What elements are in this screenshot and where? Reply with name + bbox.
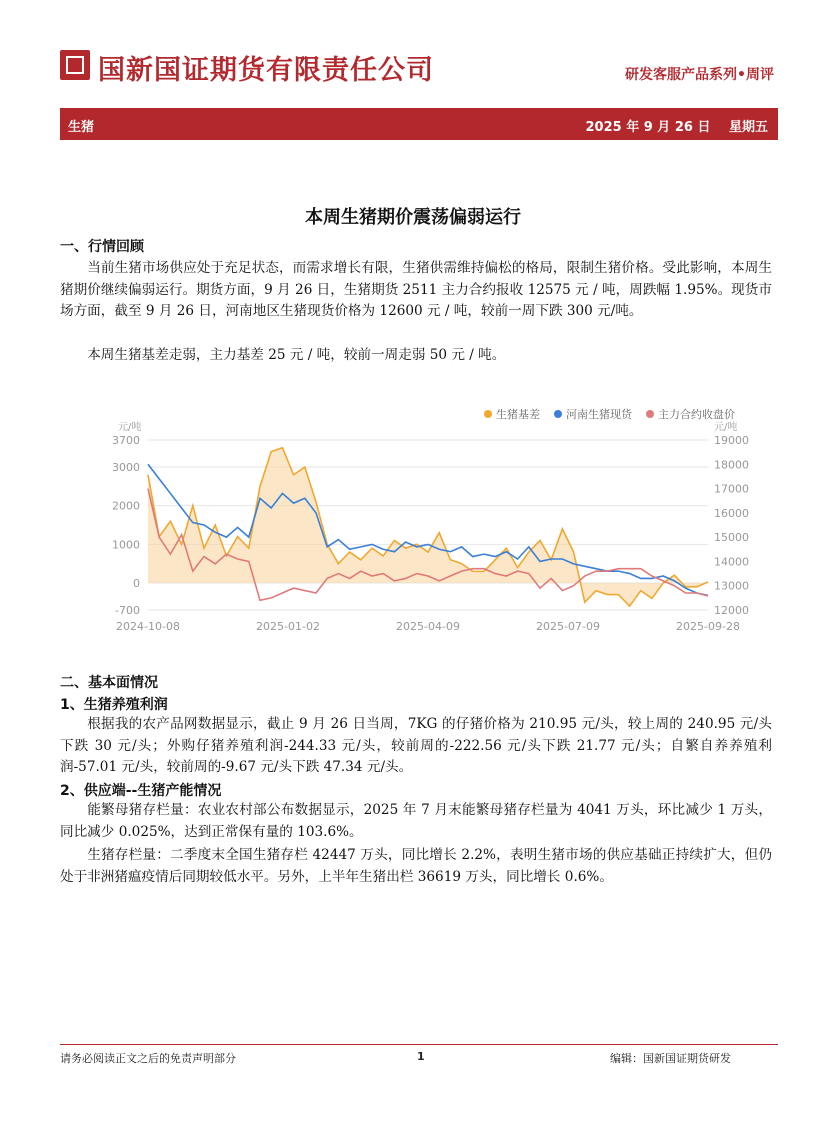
page-title: 本周生猪期价震荡偏弱运行 [305,207,521,228]
y-right-tick-5: 14000 [714,555,749,569]
legend-marker-0 [484,410,492,418]
y-left-tick-5: -700 [115,604,140,617]
y-right-tick-4: 15000 [714,531,749,545]
y-right-tick-6: 13000 [714,579,749,593]
y-left-tick-4: 0 [133,576,140,590]
x-tick-2: 2025-04-09 [396,620,460,633]
y-left-tick-1: 3000 [112,461,140,475]
footer-disclaimer: 请务必阅读正文之后的免责声明部分 [60,1052,236,1065]
subheading-profit: 1、生猪养殖利润 [60,697,168,713]
subheading-supply: 2、供应端--生猪产能情况 [60,783,222,799]
date-block [572,116,769,135]
header-bar [60,108,778,140]
category-label: 生猪 [68,120,95,135]
paragraph-sows: 能繁母猪存栏量：农业农村部公布数据显示，2025 年 7 月末能繁母猪存栏量为 4041 万头，环比减少 1 万头，同比减少 0.025%，达到正常保有量的 103.6%。 [60,802,772,840]
company-name: 国新国证期货有限责任公司 [98,55,434,86]
basis-price-chart [108,400,768,640]
footer-editor: 编辑：国新国证期货研发 [610,1052,731,1065]
legend-marker-2 [646,410,654,418]
company-logo [60,50,90,80]
y-right-tick-1: 18000 [714,458,749,472]
legend-marker-1 [554,410,562,418]
x-tick-3: 2025-07-09 [536,620,600,633]
y-right-tick-0: 19000 [714,434,749,447]
y-left-tick-0: 3700 [112,434,140,447]
y-right-tick-7: 12000 [714,604,749,617]
x-tick-4: 2025-09-28 [676,620,740,633]
section-heading-review: 一、行情回顾 [60,239,144,255]
y-left-label: 元/吨 [118,422,142,433]
paragraph-profit: 根据我的农产品网数据显示，截止 9 月 26 日当周，7KG 的仔猪价格为 210.95 元/头，较上周的 240.95 元/头下跌 30 元/头；外购仔猪养殖利润-244.33 元/头，较前周的-222.56 元/头下跌 21.77 元/头；自繁自养养殖利润-57.01 元/头，较前周的-9.67 元/头下跌 47.34 元/头。 [60,716,772,775]
y-right-tick-3: 16000 [714,506,749,520]
section-heading-fundamentals: 二、基本面情况 [60,675,158,691]
x-tick-1: 2025-01-02 [256,620,320,633]
basis-area [148,448,708,606]
paragraph-review-1: 当前生猪市场供应处于充足状态，而需求增长有限，生猪供需维持偏松的格局，限制生猪价格。受此影响，本周生猪期价继续偏弱运行。期货方面，9 月 26 日，生猪期货 2511 主力合约报收 12575 元 / 吨，周跌幅 1.95%。现货市场方面，截至 9 月 26 日，河南地区生猪现货价格为 12600 元 / 吨，较前一周下跌 300 元/吨。 [60,260,772,319]
paragraph-hog-inventory: 生猪存栏量：二季度末全国生猪存栏 42447 万头，同比增长 2.2%，表明生猪市场的供应基础正持续扩大，但仍处于非洲猪瘟疫情后同期较低水平。另外，上半年生猪出栏 36619 万头，同比增长 0.6%。 [60,847,772,885]
paragraph-review-2: 本周生猪基差走弱，主力基差 25 元 / 吨，较前一周走弱 50 元 / 吨。 [87,347,506,363]
legend-label-2: 主力合约收盘价 [658,408,735,421]
y-right-label: 元/吨 [714,422,738,433]
footer-divider [60,1044,778,1045]
y-right-tick-2: 17000 [714,482,749,496]
y-left-tick-3: 1000 [112,538,140,552]
y-left-tick-2: 2000 [112,499,140,513]
report-date: 2025 年 9 月 26 日 [585,120,711,135]
report-series: 研发客服产品系列•周评 [625,67,774,83]
report-weekday: 星期五 [728,120,768,135]
x-tick-0: 2024-10-08 [116,620,180,633]
legend-label-1: 河南生猪现货 [566,408,632,421]
legend-label-0: 生猪基差 [496,408,540,421]
page-number: 1 [417,1050,425,1063]
